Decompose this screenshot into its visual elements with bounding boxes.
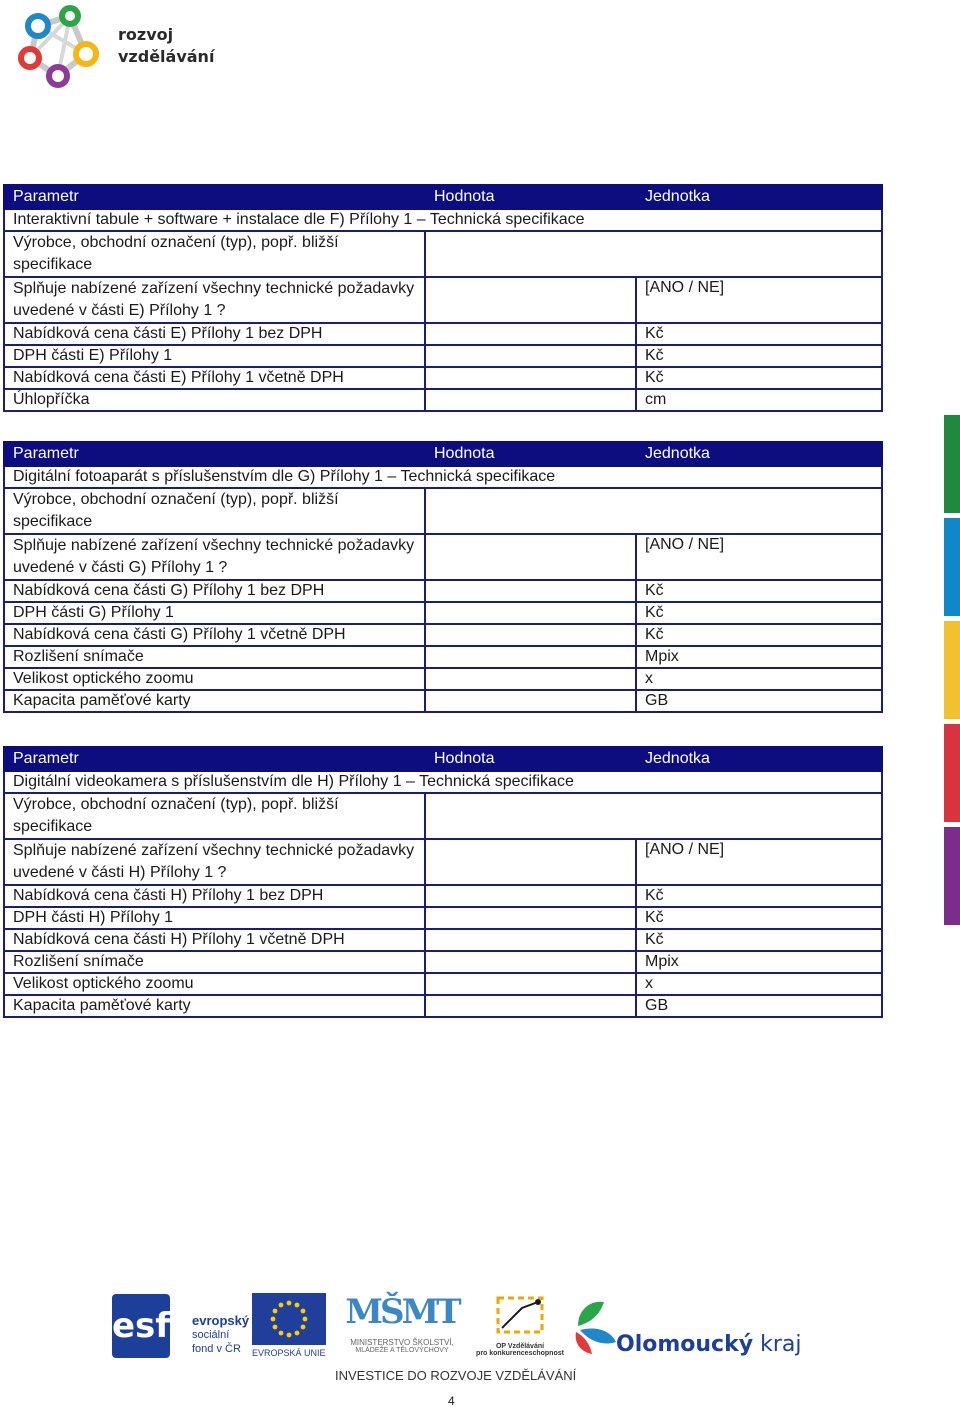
stripe-yellow (944, 621, 960, 719)
slogan: INVESTICE DO ROZVOJE VZDĚLÁVÁNÍ (335, 1368, 577, 1383)
spec-table-video-camera (3, 746, 883, 1018)
table-row (4, 690, 882, 712)
stripe-purple (944, 827, 960, 925)
spec-table-interactive-board (3, 184, 883, 412)
esf-logo (112, 1294, 250, 1360)
color-stripes-decoration (944, 415, 960, 930)
row-label: Nabídková cena části E) Přílohy 1 včetně DPH (4, 367, 425, 389)
row-value-cell[interactable] (425, 345, 636, 367)
row-value-cell[interactable] (425, 839, 636, 885)
header-value: Hodnota (425, 747, 636, 771)
esf-text (192, 1314, 249, 1356)
kraj-bold: Olomoucký (616, 1332, 754, 1357)
row-value-cell[interactable] (425, 929, 636, 951)
table-row (4, 907, 882, 929)
page-number: 4 (448, 1394, 455, 1408)
table-title: Digitální fotoaparát s příslušenstvím dle G) Přílohy 1 – Technická specifikace (4, 466, 882, 488)
table-header-row (4, 747, 882, 771)
row-unit: Kč (636, 929, 882, 951)
row-unit: Kč (636, 345, 882, 367)
row-unit: Kč (636, 885, 882, 907)
eu-stars-icon (252, 1293, 326, 1345)
table-header-row (4, 442, 882, 466)
table-title-row (4, 771, 882, 793)
header-unit: Jednotka (636, 185, 882, 209)
row-value-cell[interactable] (425, 668, 636, 690)
rozvoj-vzdelavani-logo (8, 4, 215, 94)
row-label: Nabídková cena části E) Přílohy 1 bez DPH (4, 323, 425, 345)
row-label: Nabídková cena části G) Přílohy 1 bez DPH (4, 580, 425, 602)
header-param: Parametr (4, 747, 425, 771)
row-label: Velikost optického zoomu (4, 973, 425, 995)
row-unit: Kč (636, 907, 882, 929)
header-unit: Jednotka (636, 442, 882, 466)
msmt-mark-icon: MŠMT (345, 1292, 459, 1332)
row-label: DPH části E) Přílohy 1 (4, 345, 425, 367)
logo-line-1: rozvoj (118, 25, 174, 44)
row-value-cell[interactable] (425, 602, 636, 624)
op-line-1: OP Vzdělávání (495, 1343, 545, 1350)
row-value-cell[interactable] (425, 907, 636, 929)
table-row (4, 345, 882, 367)
row-label: Splňuje nabízené zařízení všechny technické požadavky uvedené v části H) Přílohy 1 ? (4, 839, 425, 885)
row-label: Rozlišení snímače (4, 646, 425, 668)
row-label: Úhlopříčka (4, 389, 425, 411)
row-unit: GB (636, 690, 882, 712)
table-row (4, 995, 882, 1017)
table-row (4, 277, 882, 323)
row-value-cell[interactable] (425, 534, 636, 580)
row-value-cell[interactable] (425, 323, 636, 345)
header-value: Hodnota (425, 442, 636, 466)
row-unit: Mpix (636, 951, 882, 973)
row-unit: x (636, 973, 882, 995)
row-value-cell[interactable] (425, 646, 636, 668)
row-value-cell[interactable] (425, 973, 636, 995)
header-value: Hodnota (425, 185, 636, 209)
header-unit: Jednotka (636, 747, 882, 771)
row-label: DPH části G) Přílohy 1 (4, 602, 425, 624)
row-unit: Kč (636, 624, 882, 646)
table-row (4, 488, 882, 534)
row-label: Výrobce, obchodní označení (typ), popř. bližší specifikace (4, 793, 425, 839)
op-logo (474, 1292, 566, 1362)
logo-wordmark (118, 24, 214, 68)
row-value-cell[interactable] (425, 488, 882, 534)
row-unit: Kč (636, 323, 882, 345)
kraj-leaf-icon (570, 1296, 620, 1356)
esf-line-3: fond v ČR (192, 1343, 241, 1355)
row-unit: [ANO / NE] (636, 277, 882, 323)
row-unit: cm (636, 389, 882, 411)
table-title: Interaktivní tabule + software + instalace dle F) Přílohy 1 – Technická specifikace (4, 209, 882, 231)
eu-flag-icon (252, 1293, 326, 1345)
row-label: Rozlišení snímače (4, 951, 425, 973)
row-value-cell[interactable] (425, 995, 636, 1017)
row-label: Kapacita paměťové karty (4, 690, 425, 712)
table-row (4, 951, 882, 973)
esf-mark-icon: esf (112, 1294, 170, 1358)
op-mark-icon (492, 1292, 548, 1338)
row-value-cell[interactable] (425, 231, 882, 277)
footer-logos (110, 1290, 800, 1408)
header-param: Parametr (4, 185, 425, 209)
msmt-logo (336, 1292, 468, 1362)
row-value-cell[interactable] (425, 580, 636, 602)
kraj-light: kraj (760, 1332, 802, 1357)
logo-line-2: vzdělávání (118, 47, 215, 66)
table-title-row (4, 209, 882, 231)
row-label: DPH části H) Přílohy 1 (4, 907, 425, 929)
row-label: Nabídková cena části H) Přílohy 1 bez DPH (4, 885, 425, 907)
table-row (4, 885, 882, 907)
row-label: Kapacita paměťové karty (4, 995, 425, 1017)
olomoucky-kraj-logo (570, 1296, 800, 1362)
table-row (4, 323, 882, 345)
row-unit: GB (636, 995, 882, 1017)
table-row (4, 231, 882, 277)
eu-label: EVROPSKÁ UNIE (252, 1348, 326, 1358)
stripe-green (944, 415, 960, 513)
table-row (4, 367, 882, 389)
row-unit: x (636, 668, 882, 690)
row-value-cell[interactable] (425, 389, 636, 411)
row-value-cell[interactable] (425, 951, 636, 973)
table-row (4, 793, 882, 839)
msmt-line-1: MINISTERSTVO ŠKOLSTVÍ, (350, 1338, 454, 1347)
table-row (4, 534, 882, 580)
row-value-cell[interactable] (425, 277, 636, 323)
stripe-blue (944, 518, 960, 616)
kraj-wordmark (616, 1332, 801, 1357)
spec-table-digital-camera (3, 441, 883, 713)
table-row (4, 646, 882, 668)
table-row (4, 602, 882, 624)
table-row (4, 580, 882, 602)
header-param: Parametr (4, 442, 425, 466)
row-label: Výrobce, obchodní označení (typ), popř. bližší specifikace (4, 231, 425, 277)
row-unit: [ANO / NE] (636, 534, 882, 580)
table-row (4, 929, 882, 951)
row-unit: [ANO / NE] (636, 839, 882, 885)
row-unit: Kč (636, 367, 882, 389)
table-header-row (4, 185, 882, 209)
table-title: Digitální videokamera s příslušenstvím dle H) Přílohy 1 – Technická specifikace (4, 771, 882, 793)
row-label: Splňuje nabízené zařízení všechny technické požadavky uvedené v části E) Přílohy 1 ? (4, 277, 425, 323)
eu-logo (252, 1293, 330, 1359)
table-row (4, 668, 882, 690)
op-line-2: pro konkurenceschopnost (476, 1350, 564, 1357)
table-title-row (4, 466, 882, 488)
table-row (4, 624, 882, 646)
esf-line-2: sociální (192, 1329, 230, 1341)
row-label: Nabídková cena části H) Přílohy 1 včetně DPH (4, 929, 425, 951)
row-unit: Kč (636, 602, 882, 624)
esf-line-1: evropský (192, 1313, 250, 1328)
row-value-cell[interactable] (425, 885, 636, 907)
table-row (4, 839, 882, 885)
table-row (4, 389, 882, 411)
row-value-cell[interactable] (425, 367, 636, 389)
row-label: Nabídková cena části G) Přílohy 1 včetně DPH (4, 624, 425, 646)
row-label: Splňuje nabízené zařízení všechny technické požadavky uvedené v části G) Přílohy 1 ? (4, 534, 425, 580)
network-logo-icon (8, 4, 108, 94)
row-value-cell[interactable] (425, 793, 882, 839)
row-unit: Kč (636, 580, 882, 602)
row-value-cell[interactable] (425, 690, 636, 712)
row-unit: Mpix (636, 646, 882, 668)
table-row (4, 973, 882, 995)
row-value-cell[interactable] (425, 624, 636, 646)
stripe-red (944, 724, 960, 822)
row-label: Velikost optického zoomu (4, 668, 425, 690)
row-label: Výrobce, obchodní označení (typ), popř. bližší specifikace (4, 488, 425, 534)
msmt-line-2: MLÁDEŽE A TĚLOVÝCHOVY (355, 1347, 449, 1354)
